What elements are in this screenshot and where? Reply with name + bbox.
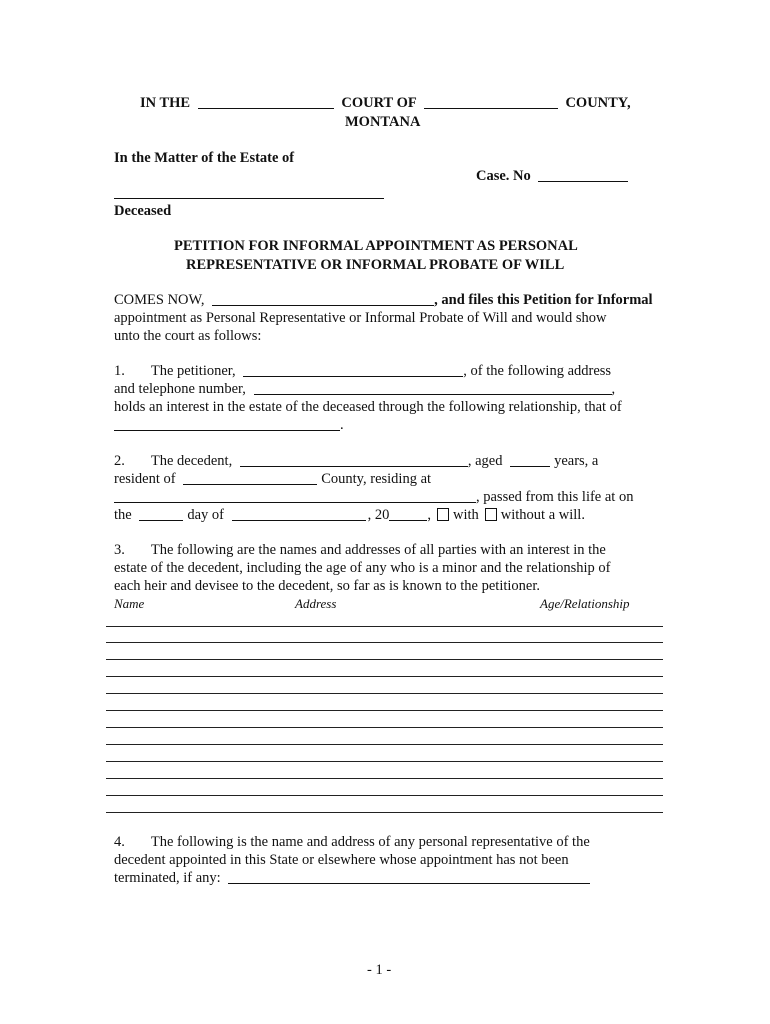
para3-number: 3. bbox=[114, 542, 125, 558]
para4-line-1 bbox=[114, 833, 590, 851]
para1-holds-line: holds an interest in the estate of the deceased through the following relationship, that of bbox=[114, 399, 622, 415]
in-the-label: IN THE bbox=[140, 95, 191, 111]
decedent-label: The decedent, bbox=[150, 453, 233, 469]
para2-line-4 bbox=[114, 506, 585, 524]
para1-line-4 bbox=[114, 416, 344, 434]
para2-line-3 bbox=[114, 488, 633, 506]
party-entry-line[interactable] bbox=[106, 710, 663, 711]
para1-number: 1. bbox=[114, 363, 125, 379]
court-caption-line bbox=[140, 94, 631, 112]
party-entry-line[interactable] bbox=[106, 761, 663, 762]
decedent-name-blank[interactable] bbox=[114, 198, 384, 199]
para4-line-1-text: The following is the name and address of any personal representative of the bbox=[150, 834, 590, 850]
petitioner-blank[interactable] bbox=[243, 362, 463, 377]
para2-line-2 bbox=[114, 470, 431, 488]
para2-line-1 bbox=[114, 452, 598, 470]
the-label: the bbox=[114, 507, 132, 523]
para4-line-3 bbox=[114, 869, 590, 887]
party-entry-line[interactable] bbox=[106, 659, 663, 660]
para3-line-3: each heir and devisee to the decedent, so far as is known to the petitioner. bbox=[114, 578, 540, 594]
terminated-label: terminated, if any: bbox=[114, 870, 221, 886]
twenty-label: , 20 bbox=[367, 507, 390, 523]
without-label: without a will. bbox=[500, 507, 585, 523]
intro-line-2: appointment as Personal Representative or Informal Probate of Will and would show bbox=[114, 310, 607, 326]
petitioner-name-blank[interactable] bbox=[212, 291, 434, 306]
deceased-label: Deceased bbox=[114, 203, 172, 219]
case-number-line bbox=[476, 167, 628, 185]
county-residing-label: County, residing at bbox=[321, 471, 432, 487]
court-of-label: COURT OF bbox=[341, 95, 417, 111]
intro-line-3: unto the court as follows: bbox=[114, 328, 262, 344]
column-header-name: Name bbox=[114, 596, 145, 611]
petitioner-label: The petitioner, bbox=[150, 363, 236, 379]
party-entry-line[interactable] bbox=[106, 642, 663, 643]
petition-title-line-1: PETITION FOR INFORMAL APPOINTMENT AS PERSONAL bbox=[174, 238, 578, 254]
para1-line-2 bbox=[114, 380, 615, 398]
petition-title-line-2: REPRESENTATIVE OR INFORMAL PROBATE OF WILL bbox=[186, 257, 565, 273]
para1-comma: , bbox=[611, 381, 616, 397]
para3-line-1-text: The following are the names and addresses of all parties with an interest in the bbox=[150, 542, 606, 558]
para1-period: . bbox=[340, 417, 344, 433]
party-entry-line[interactable] bbox=[106, 727, 663, 728]
years-label: years, a bbox=[554, 453, 599, 469]
para2-comma: , bbox=[427, 507, 431, 523]
case-number-label: Case. No bbox=[476, 168, 531, 184]
death-month-blank[interactable] bbox=[232, 506, 366, 521]
day-of-label: day of bbox=[187, 507, 224, 523]
decedent-blank[interactable] bbox=[240, 452, 468, 467]
state-label: MONTANA bbox=[345, 114, 421, 130]
personal-representative-blank[interactable] bbox=[228, 869, 590, 884]
following-address-label: , of the following address bbox=[463, 363, 612, 379]
passed-label: , passed from this life at on bbox=[476, 489, 634, 505]
para4-line-2: decedent appointed in this State or elsewhere whose appointment has not been bbox=[114, 852, 569, 868]
death-day-blank[interactable] bbox=[139, 506, 183, 521]
age-blank[interactable] bbox=[510, 452, 550, 467]
address-telephone-blank[interactable] bbox=[254, 380, 612, 395]
death-year-blank[interactable] bbox=[389, 506, 427, 521]
intro-line-1 bbox=[114, 291, 653, 309]
resident-of-label: resident of bbox=[114, 471, 176, 487]
party-entry-line[interactable] bbox=[106, 795, 663, 796]
column-header-address: Address bbox=[295, 596, 337, 611]
case-number-blank[interactable] bbox=[538, 167, 628, 182]
column-header-age-relationship: Age/Relationship bbox=[540, 596, 630, 611]
without-will-checkbox[interactable] bbox=[485, 508, 497, 521]
page-number: - 1 - bbox=[367, 962, 392, 978]
estate-matter-label: In the Matter of the Estate of bbox=[114, 150, 295, 166]
party-entry-line[interactable] bbox=[106, 693, 663, 694]
telephone-label: and telephone number, bbox=[114, 381, 246, 397]
aged-label: , aged bbox=[467, 453, 503, 469]
party-entry-line[interactable] bbox=[106, 778, 663, 779]
party-entry-line[interactable] bbox=[106, 744, 663, 745]
with-will-checkbox[interactable] bbox=[437, 508, 449, 521]
para3-line-1 bbox=[114, 541, 606, 559]
court-name-blank[interactable] bbox=[198, 94, 334, 109]
county-label: COUNTY, bbox=[565, 95, 631, 111]
para4-number: 4. bbox=[114, 834, 125, 850]
intro-files-text: , and files this Petition for Informal bbox=[434, 292, 653, 308]
party-entry-line[interactable] bbox=[106, 626, 663, 627]
relationship-blank[interactable] bbox=[114, 416, 340, 431]
county-name-blank[interactable] bbox=[424, 94, 558, 109]
para1-line-1 bbox=[114, 362, 611, 380]
comes-now-label: COMES NOW, bbox=[114, 292, 205, 308]
para2-number: 2. bbox=[114, 453, 125, 469]
party-entry-line[interactable] bbox=[106, 676, 663, 677]
para3-line-2: estate of the decedent, including the age of any who is a minor and the relationship of bbox=[114, 560, 611, 576]
residence-address-blank[interactable] bbox=[114, 488, 476, 503]
with-label: with bbox=[452, 507, 479, 523]
party-entry-line[interactable] bbox=[106, 812, 663, 813]
resident-county-blank[interactable] bbox=[183, 470, 317, 485]
